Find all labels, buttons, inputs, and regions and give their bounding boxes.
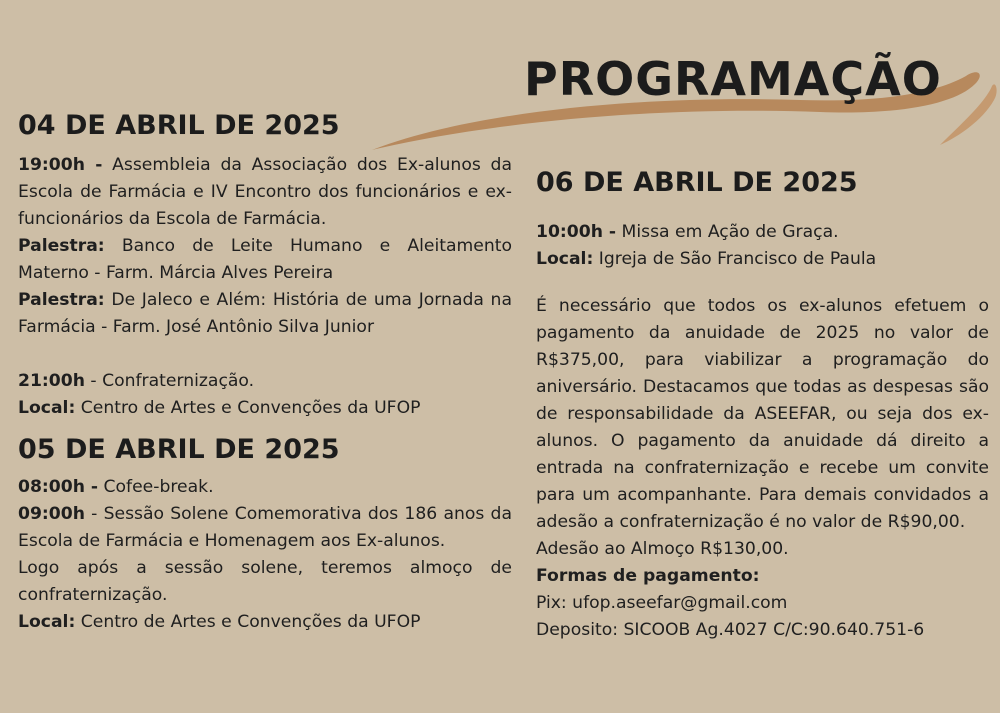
day1-item-party: 21:00h - Confraternização. [18,371,255,391]
right-column [536,165,989,644]
day3-date: 06 DE ABRIL DE 2025 [536,167,858,198]
location-label: Local: [536,249,594,269]
location-label: Local: [18,612,76,632]
day2-item-coffee: 08:00h - Cofee-break. [18,477,214,497]
time-label: 08:00h - [18,477,99,497]
day2-item-ceremony: 09:00h - Sessão Solene Comemorativa dos 186 anos da Escola de Farmácia e Homenagem aos Ex-alunos. [18,504,512,551]
left-column [18,108,512,636]
day1-item-lecture-2: Palestra: De Jaleco e Além: História de uma Jornada na Farmácia - Farm. José Antônio Silva Junior [18,290,512,337]
day1-item-lecture-1: Palestra: Banco de Leite Humano e Aleitamento Materno - Farm. Márcia Alves Pereira [18,236,512,283]
day1-item-location: Local: Centro de Artes e Convenções da UFOP [18,398,421,418]
lecture-label: Palestra: [18,290,105,310]
day2-item-location: Local: Centro de Artes e Convenções da UFOP [18,612,421,632]
day1-item-assembly: 19:00h - Assembleia da Associação dos Ex-alunos da Escola de Farmácia e IV Encontro dos funcionários e ex-funcionários da Escola de Farmácia. [18,155,512,229]
time-label: 10:00h - [536,222,617,242]
payment-heading: Formas de pagamento: [536,566,760,586]
time-label: 19:00h - [18,155,103,175]
time-label: 21:00h [18,371,85,391]
day2-date: 05 DE ABRIL DE 2025 [18,434,340,465]
day3-item-location: Local: Igreja de São Francisco de Paula [536,249,877,269]
day3-item-mass: 10:00h - Missa em Ação de Graça. [536,222,839,242]
day2-item-lunch: Logo após a sessão solene, teremos almoço de confraternização. [18,558,512,605]
day1-date: 04 DE ABRIL DE 2025 [18,110,340,141]
location-label: Local: [18,398,76,418]
page-title: PROGRAMAÇÃO [524,52,942,106]
deposit-info: Deposito: SICOOB Ag.4027 C/C:90.640.751-6 [536,620,925,640]
lunch-fee: Adesão ao Almoço R$130,00. [536,539,789,559]
pix-info: Pix: ufop.aseefar@gmail.com [536,593,788,613]
time-label: 09:00h [18,504,85,524]
lecture-label: Palestra: [18,236,105,256]
payment-notice: É necessário que todos os ex-alunos efetuem o pagamento da anuidade de 2025 no valor de R$375,00, para viabilizar a programação do aniversário. Destacamos que todas as despesas são de responsabilidade da ASEEFAR, ou seja dos ex-alunos. O pagamento da anuidade dá direito a entrada na confraternização e recebe um convite para um acompanhante. Para demais convidados a adesão a confraternização é no valor de R$90,00. [536,296,989,532]
